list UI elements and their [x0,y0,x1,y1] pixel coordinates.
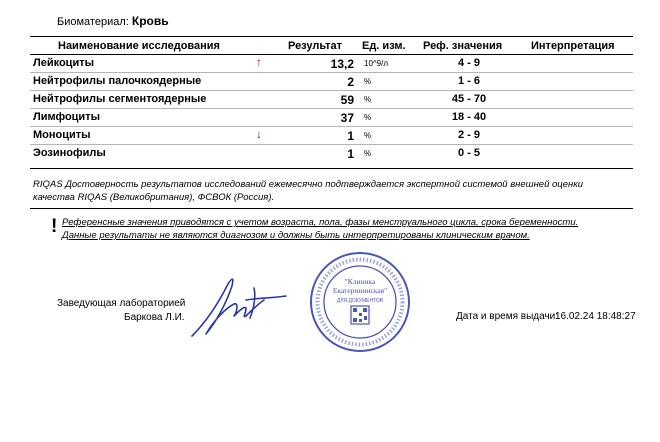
biomaterial-label: Биоматериал: [57,16,129,28]
test-result: 37 [340,111,354,125]
header-interpretation: Интерпретация [531,40,615,52]
issue-datetime-label: Дата и время выдачи: [456,311,559,322]
riqas-line-2: качества RIQAS (Великобритания), ФСВОК (Россия). [33,192,275,203]
table-row [30,91,633,109]
test-unit: 10^9/л [364,59,388,68]
table-top-rule [30,36,633,37]
table-row [30,145,633,162]
test-reference: 18 - 40 [451,111,487,123]
riqas-statement [33,178,633,204]
lab-head-title: Заведующая лабораторией [57,298,186,309]
test-result: 13,2 [330,57,354,71]
table-bottom-rule [30,168,633,169]
header-result: Результат [288,40,343,52]
test-result: 1 [347,129,354,143]
test-name: Нейтрофилы палочкоядерные [33,75,202,87]
table-row [30,55,633,73]
biomaterial-value: Кровь [131,14,169,28]
riqas-line-1: RIQAS Достоверность результатов исследований ежемесячно подтверждается экспертной системой внешней оценки [33,179,583,190]
disclaimer-line-2: Данные результаты не являются диагнозом и должны быть интерпретированы клиническим врачом. [62,230,530,241]
biomaterial-line [57,14,169,28]
test-name: Нейтрофилы сегментоядерные [33,93,207,105]
header-unit: Ед. изм. [362,40,406,52]
handwritten-signature [188,270,288,342]
test-name: Моноциты [33,129,91,141]
header-reference: Реф. значения [423,40,503,52]
test-result: 59 [340,93,354,107]
clinic-stamp [308,250,412,354]
table-header [30,38,633,54]
test-name: Эозинофилы [33,147,106,159]
test-reference: 2 - 9 [457,129,480,141]
disclaimer-line-1: Референсные значения приводятся с учетом возраста, пола, фазы менструального цикла, срока беременности. [62,217,579,228]
stamp-line-1: "Клиника [344,277,376,286]
test-unit: % [364,149,372,158]
test-reference: 0 - 5 [457,147,480,159]
riqas-rule [30,208,633,209]
test-reference: 1 - 6 [457,75,480,87]
test-reference: 4 - 9 [457,57,480,69]
lab-head-name: Баркова Л.И. [124,312,185,323]
stamp-qr-icon [351,306,369,324]
test-name: Лимфоциты [33,111,100,123]
test-result: 2 [347,75,354,89]
test-name: Лейкоциты [33,57,94,69]
stamp-line-3: ДЛЯ ДОКУМЕНТОВ [336,298,384,304]
test-unit: % [364,131,372,140]
flag-down-icon: ↓ [256,127,262,141]
issue-datetime-value: 16.02.24 18:48:27 [555,311,636,322]
disclaimer-notes [62,216,578,242]
test-result: 1 [347,147,354,161]
table-row [30,73,633,91]
test-unit: % [364,95,372,104]
table-row [30,109,633,127]
warning-icon: ! [51,216,58,237]
test-unit: % [364,113,372,122]
test-unit: % [364,77,372,86]
test-reference: 45 - 70 [451,93,487,105]
flag-up-icon: ↑ [256,55,262,69]
header-name: Наименование исследования [58,40,220,52]
table-row [30,127,633,145]
stamp-line-2: Екатерининская" [332,286,388,295]
